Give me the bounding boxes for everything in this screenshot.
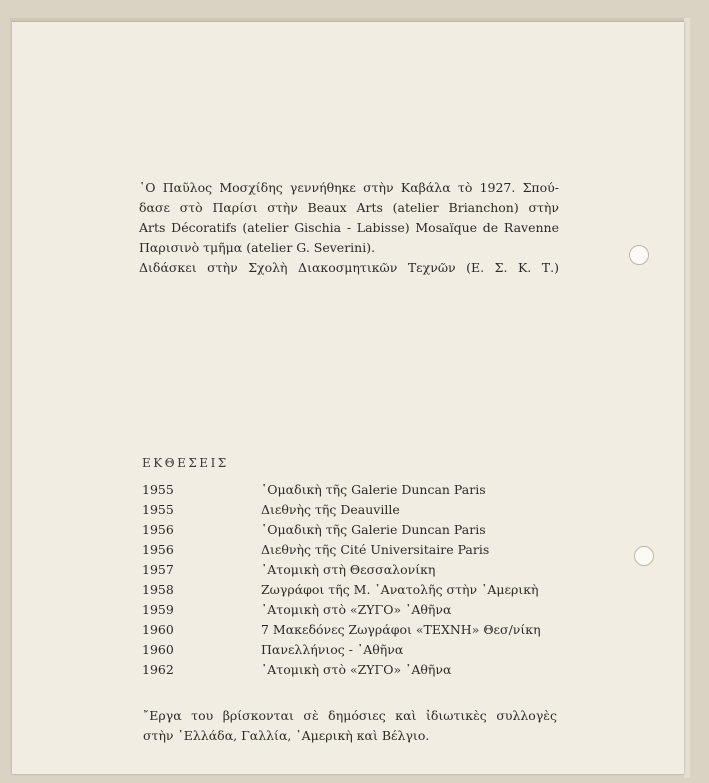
exhibition-row: [142, 602, 562, 622]
exhibition-description: Διεθνὴς τῆς Cité Universitaire Paris: [261, 542, 490, 557]
exhibition-year: 1960: [142, 642, 174, 657]
page-right-edge: [684, 18, 690, 778]
bio-line: ῾Ο Παῦλος Μοσχίδης γεννήθηκε στὴν Καβάλα τὸ 1927. Σπού-: [139, 180, 559, 195]
exhibition-year: 1955: [142, 482, 174, 497]
exhibition-description: ᾿Ατομικὴ στὸ «ΖΥΓΟ» ᾿Αθῆνα: [261, 662, 452, 677]
exhibition-description: ῾Ομαδικὴ τῆς Galerie Duncan Paris: [261, 522, 486, 537]
exhibitions-heading: ΕΚΘΕΣΕΙΣ: [142, 456, 229, 470]
exhibition-row: [142, 582, 562, 602]
exhibition-year: 1957: [142, 562, 174, 577]
exhibition-row: [142, 482, 562, 502]
exhibition-description: ᾿Ατομικὴ στὸ «ΖΥΓΟ» ᾿Αθῆνα: [261, 602, 452, 617]
exhibition-description: Διεθνὴς τῆς Deauville: [261, 502, 400, 517]
exhibition-row: [142, 622, 562, 642]
footer-line: ῎Εργα του βρίσκονται σὲ δημόσιες καὶ ἰδιωτικὲς συλλογὲς: [143, 708, 557, 723]
exhibition-year: 1958: [142, 582, 174, 597]
exhibition-description: ᾿Ατομικὴ στὴ Θεσσαλονίκη: [261, 562, 436, 577]
exhibition-description: Ζωγράφοι τῆς Μ. ᾿Ανατολῆς στὴν ᾿Αμερικὴ: [261, 582, 539, 597]
exhibition-year: 1962: [142, 662, 174, 677]
exhibitions-list: [142, 482, 562, 682]
exhibition-row: [142, 502, 562, 522]
exhibition-row: [142, 562, 562, 582]
collections-note: [143, 706, 557, 746]
bio-line: Διδάσκει στὴν Σχολὴ Διακοσμητικῶν Τεχνῶν (Ε. Σ. Κ. Τ.): [139, 260, 559, 275]
exhibition-year: 1956: [142, 522, 174, 537]
binder-hole-upper: [629, 245, 649, 265]
biography-paragraph: [139, 178, 559, 278]
exhibition-year: 1956: [142, 542, 174, 557]
bio-line: Arts Décoratifs (atelier Gischia - Labisse) Mosaïque de Ravenne: [139, 220, 559, 235]
exhibition-row: [142, 542, 562, 562]
binder-hole-lower: [634, 546, 654, 566]
exhibition-description: ῾Ομαδικὴ τῆς Galerie Duncan Paris: [261, 482, 486, 497]
footer-line: στὴν ῾Ελλάδα, Γαλλία, ᾿Αμερικὴ καὶ Βέλγιο.: [143, 728, 430, 743]
bio-line: δασε στὸ Παρίσι στὴν Beaux Arts (atelier Brianchon) στὴν: [139, 200, 559, 215]
exhibition-description: 7 Μακεδόνες Ζωγράφοι «ΤΕΧΝΗ» Θεσ/νίκη: [261, 622, 541, 637]
bio-line: Παρισινὸ τμῆμα (atelier G. Severini).: [139, 240, 376, 255]
exhibition-year: 1959: [142, 602, 174, 617]
exhibition-description: Πανελλήνιος - ᾿Αθῆνα: [261, 642, 404, 657]
exhibition-row: [142, 642, 562, 662]
exhibition-year: 1960: [142, 622, 174, 637]
exhibition-row: [142, 662, 562, 682]
exhibition-row: [142, 522, 562, 542]
exhibition-year: 1955: [142, 502, 174, 517]
